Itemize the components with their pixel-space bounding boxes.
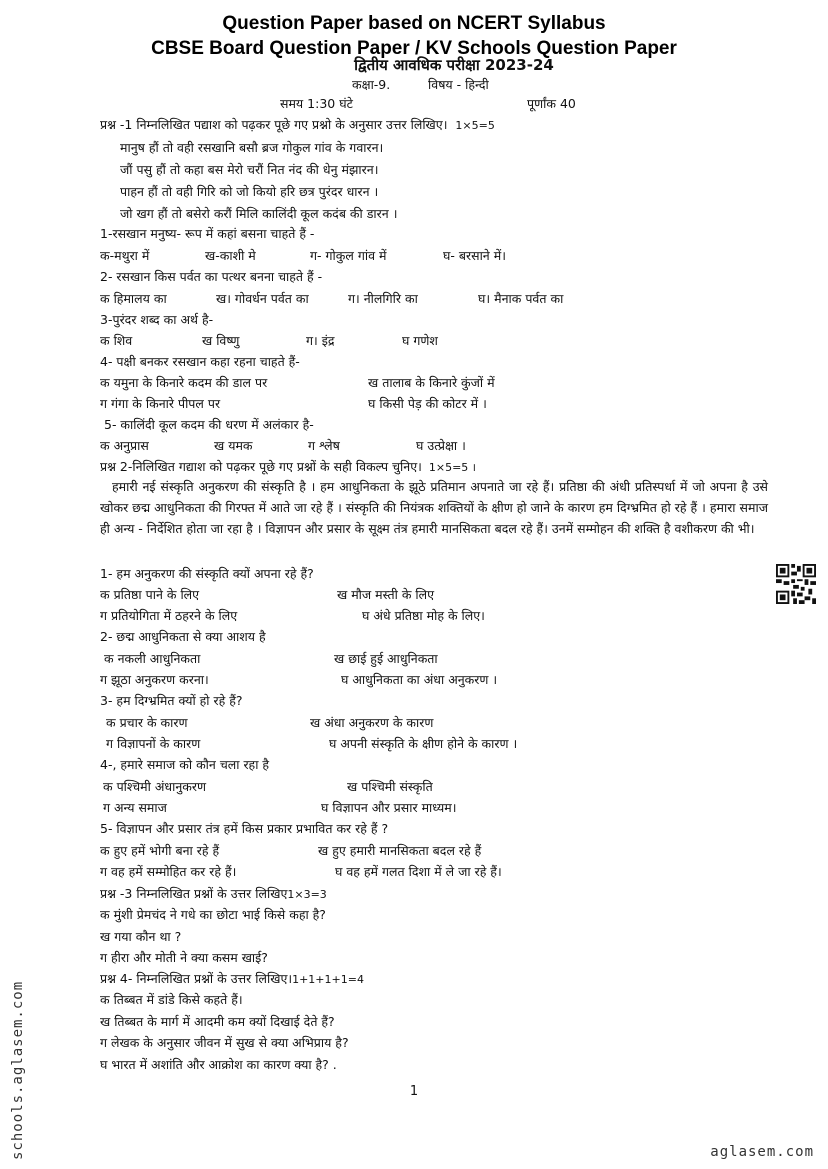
q4-heading-text: प्रश्न 4- निम्नलिखित प्रश्नों के उत्तर लिखिए। bbox=[100, 971, 293, 986]
q1-option: ख तालाब के किनारे कुंजों में bbox=[368, 375, 495, 390]
q1-option: ग- गोकुल गांव में bbox=[310, 248, 387, 263]
q2-sub-question: 5- विज्ञापन और प्रसार तंत्र हमें किस प्रकार प्रभावित कर रहे हैं ? bbox=[100, 821, 389, 836]
q1-option: क-मथुरा में bbox=[100, 248, 150, 263]
q3-item: ग हीरा और मोती ने क्या कसम खाई? bbox=[100, 950, 268, 965]
header-line-1: Question Paper based on NCERT Syllabus bbox=[222, 13, 606, 34]
q1-option: घ। मैनाक पर्वत का bbox=[478, 291, 564, 306]
q3-heading-text: प्रश्न -3 निम्नलिखित प्रश्नों के उत्तर लिखिए bbox=[100, 886, 288, 901]
q4-heading bbox=[100, 971, 364, 988]
q4-item: घ भारत में अशांति और आक्रोश का कारण क्या है? . bbox=[100, 1057, 337, 1072]
q1-sub-question: 1-रसखान मनुष्य- रूप में कहां बसना चाहते हैं - bbox=[100, 226, 315, 241]
q2-option: ख अंधा अनुकरण के कारण bbox=[310, 715, 434, 730]
q1-option: ख विष्णु bbox=[202, 333, 240, 348]
exam-class: कक्षा-9. bbox=[352, 77, 391, 92]
q2-option: ग विज्ञापनों के कारण bbox=[106, 736, 201, 751]
watermark-left: schools.aglasem.com bbox=[10, 980, 26, 1160]
q1-heading bbox=[100, 117, 495, 134]
q1-sub-question: 4- पक्षी बनकर रसखान कहा रहना चाहते हैं- bbox=[100, 354, 300, 369]
watermark-right: aglasem.com bbox=[710, 1144, 814, 1160]
q2-sub-question: 4-, हमारे समाज को कौन चला रहा है bbox=[100, 757, 270, 772]
q2-option: घ विज्ञापन और प्रसार माध्यम। bbox=[321, 800, 457, 815]
q1-option: घ गणेश bbox=[402, 333, 438, 348]
q4-marks: 1+1+1+1=4 bbox=[292, 973, 364, 986]
page-number: 1 bbox=[409, 1084, 419, 1099]
q1-option: घ किसी पेड़ की कोटर में । bbox=[368, 396, 487, 411]
exam-subject: विषय - हिन्दी bbox=[428, 77, 489, 92]
q2-option: क हुए हमें भोगी बना रहे हैं bbox=[100, 843, 220, 858]
q2-option: क प्रतिष्ठा पाने के लिए bbox=[100, 587, 200, 602]
q2-option: घ अपनी संस्कृति के क्षीण होने के कारण । bbox=[329, 736, 518, 751]
q1-option: क यमुना के किनारे कदम की डाल पर bbox=[100, 375, 268, 390]
q1-option: ग श्लेष bbox=[308, 438, 340, 453]
q1-option: ख। गोवर्धन पर्वत का bbox=[216, 291, 309, 306]
exam-title: द्वितीय आवधिक परीक्षा 2023-24 bbox=[354, 56, 554, 74]
q3-item: ख गया कौन था ? bbox=[100, 929, 182, 944]
q1-sub-question: 2- रसखान किस पर्वत का पत्थर बनना चाहते हैं - bbox=[100, 269, 323, 284]
q2-passage: हमारी नई संस्कृति अनुकरण की संस्कृति है । हम आधुनिकता के झूठे प्रतिमान अपनाते जा रहे हैं। प्रतिष्ठा की अंधी प्रतिस्पर्धा में जो अपना है उसे खोकर छद्म आधुनिकता की गिरफ्त में आते जा रहे हैं । संस्कृति की नियंत्रक शक्तियों के क्षीण हो जाने के कारण हम दिग्भ्रमित हो रहे हैं । हमारा समाज ही अन्य - निर्देशित होता जा रहा है । विज्ञापन और प्रसार के सूक्ष्म तंत्र हमारी मानसिकता बदल रहे हैं। उनमें सम्मोहन की शक्ति है वशीकरण की भी। bbox=[100, 479, 768, 536]
q3-marks: 1×3=3 bbox=[287, 888, 327, 901]
q1-option: घ उत्प्रेक्षा । bbox=[416, 438, 466, 453]
header-line-2: CBSE Board Question Paper / KV Schools Question Paper bbox=[151, 38, 677, 59]
q2-option: ग वह हमें सम्मोहित कर रहे हैं। bbox=[100, 864, 237, 879]
q2-option: ख पश्चिमी संस्कृति bbox=[347, 779, 433, 794]
q1-option: ख-काशी मे bbox=[205, 248, 256, 263]
q2-marks: 1×5=5 । bbox=[428, 461, 476, 474]
exam-time: समय 1:30 घंटे bbox=[280, 96, 353, 111]
poem-line: पाहन हौं तो वही गिरि को जो कियो हरि छत्र पुरंदर धारन । bbox=[120, 184, 379, 199]
q1-option: क अनुप्रास bbox=[100, 438, 149, 453]
q2-sub-question: 2- छद्म आधुनिकता से क्या आशय है bbox=[100, 629, 266, 644]
q1-option: ग। नीलगिरि का bbox=[348, 291, 418, 306]
q2-option: ग अन्य समाज bbox=[103, 800, 167, 815]
q2-option: क प्रचार के कारण bbox=[106, 715, 188, 730]
q1-option: घ- बरसाने में। bbox=[443, 248, 506, 263]
qr-code-icon bbox=[776, 564, 816, 604]
q3-heading bbox=[100, 886, 327, 903]
q4-item: ग लेखक के अनुसार जीवन में सुख से क्या अभिप्राय है? bbox=[100, 1035, 349, 1050]
q2-option: ग झूठा अनुकरण करना। bbox=[100, 672, 209, 687]
q2-option: घ वह हमें गलत दिशा में ले जा रहे हैं। bbox=[335, 864, 502, 879]
q2-option: क पश्चिमी अंधानुकरण bbox=[103, 779, 207, 794]
q2-heading-text: प्रश्न 2-निलिखित गद्याश को पढ़कर पूछे गए प्रश्नों के सही विकल्प चुनिए। bbox=[100, 459, 422, 474]
q2-option: ग प्रतियोगिता में ठहरने के लिए bbox=[100, 608, 238, 623]
poem-line: मानुष हौं तो वही रसखानि बसौ ब्रज गोकुल गांव के गवारन। bbox=[120, 140, 384, 155]
q2-option: ख मौज मस्ती के लिए bbox=[337, 587, 435, 602]
q2-option: घ आधुनिकता का अंधा अनुकरण । bbox=[341, 672, 498, 687]
exam-marks: पूर्णांक 40 bbox=[527, 96, 576, 111]
q1-option: ख यमक bbox=[214, 438, 253, 453]
q2-option: ख हुए हमारी मानसिकता बदल रहे हैं bbox=[318, 843, 482, 858]
q1-sub-question: 3-पुरंदर शब्द का अर्थ है- bbox=[100, 312, 214, 327]
q1-marks: 1×5=5 bbox=[455, 119, 495, 132]
q3-item: क मुंशी प्रेमचंद ने गधे का छोटा भाई किसे कहा है? bbox=[100, 907, 326, 922]
q2-option: क नकली आधुनिकता bbox=[104, 651, 201, 666]
q2-option: ख छाई हुई आधुनिकता bbox=[334, 651, 438, 666]
q1-sub-question: 5- कालिंदी कूल कदम की धरण में अलंकार है- bbox=[104, 417, 314, 432]
q1-option: ग गंगा के किनारे पीपल पर bbox=[100, 396, 221, 411]
q2-sub-question: 3- हम दिग्भ्रमित क्यों हो रहे हैं? bbox=[100, 693, 243, 708]
q1-option: क शिव bbox=[100, 333, 133, 348]
q1-option: क हिमालय का bbox=[100, 291, 167, 306]
q1-option: ग। इंद्र bbox=[306, 333, 335, 348]
q2-heading bbox=[100, 459, 476, 476]
q4-item: क तिब्बत में डांडे किसे कहते हैं। bbox=[100, 992, 243, 1007]
q4-item: ख तिब्बत के मार्ग में आदमी कम क्यों दिखाई देते हैं? bbox=[100, 1014, 335, 1029]
poem-line: जो खग हौं तो बसेरो करौं मिलि कालिंदी कूल कदंब की डारन । bbox=[120, 206, 398, 221]
q2-sub-question: 1- हम अनुकरण की संस्कृति क्यों अपना रहे हैं? bbox=[100, 566, 314, 581]
q1-heading-text: प्रश्न -1 निम्नलिखित पद्याश को पढ़कर पूछे गए प्रश्नो के अनुसार उत्तर लिखिए। bbox=[100, 117, 448, 132]
poem-line: जौं पसु हौं तो कहा बस मेरो चरौं नित नंद की धेनु मंझारन। bbox=[120, 162, 379, 177]
q2-option: घ अंधे प्रतिष्ठा मोह के लिए। bbox=[362, 608, 485, 623]
